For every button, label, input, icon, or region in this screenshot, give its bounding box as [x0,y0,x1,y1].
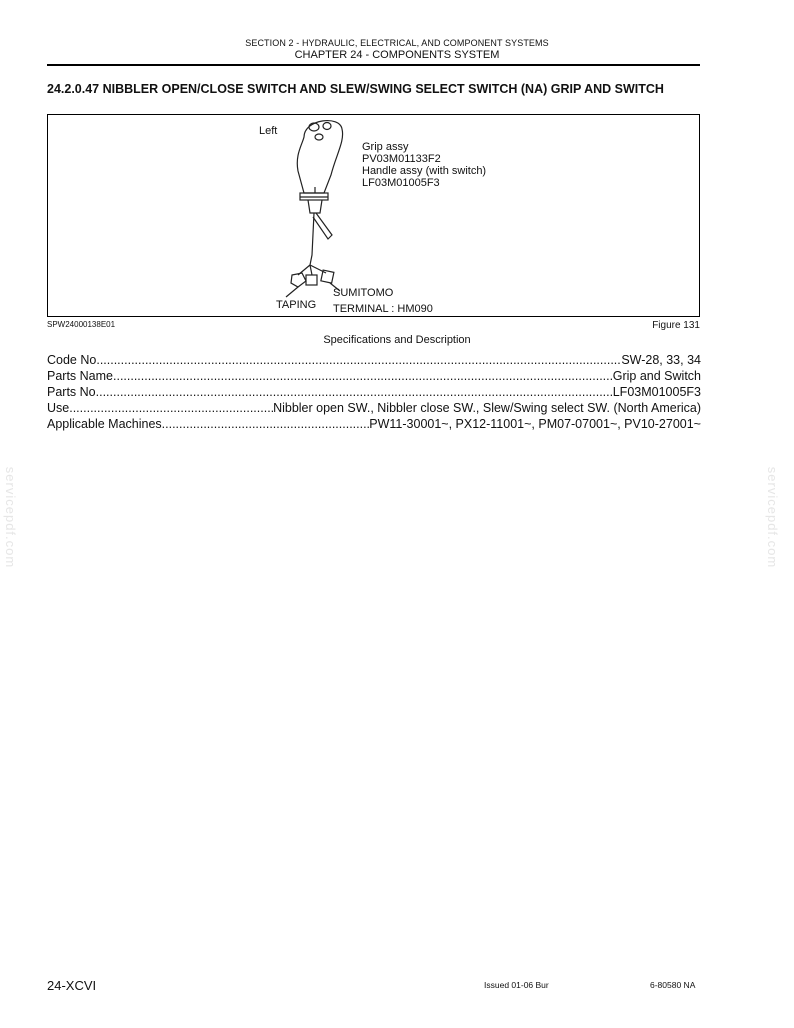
spec-label: Applicable Machines [47,417,162,431]
spec-value: SW-28, 33, 34 [621,353,701,367]
spec-value: LF03M01005F3 [612,385,701,399]
spec-leader-dots [69,400,273,416]
label-taping: TAPING [276,299,317,311]
spec-title: Specifications and Description [323,334,471,346]
label-grip-part: PV03M01133F2 [362,153,441,165]
spec-leader-dots [100,352,622,368]
spec-label: Parts No. [47,385,100,399]
figure-frame [47,114,700,317]
spec-leader-dots [162,416,370,432]
label-grip-assy: Grip assy [362,141,409,153]
spec-row-parts-name [47,368,701,384]
figure-code: SPW24000138E01 [47,320,116,329]
figure-number: Figure 131 [652,320,700,331]
label-sumitomo: SUMITOMO [333,287,394,299]
section-title: 24.2.0.47 NIBBLER OPEN/CLOSE SWITCH AND SLEW/SWING SELECT SWITCH (NA) GRIP AND SWITCH [47,82,664,96]
issued-info: Issued 01-06 Bur [484,980,549,990]
header-section: SECTION 2 - HYDRAULIC, ELECTRICAL, AND COMPONENT SYSTEMS [245,38,549,48]
spec-row-parts-no [47,384,701,400]
spec-row-use [47,400,701,416]
spec-value: PW11-30001~, PX12-11001~, PM07-07001~, PV10-27001~ [369,417,701,431]
spec-leader-dots [99,384,613,400]
label-handle-part: LF03M01005F3 [362,177,440,189]
label-handle-assy: Handle assy (with switch) [362,165,487,177]
spec-value: Grip and Switch [612,369,701,383]
header-rule [47,64,700,66]
header-chapter: CHAPTER 24 - COMPONENTS SYSTEM [294,49,500,61]
spec-value: Nibbler open SW., Nibbler close SW., Slew/Swing select SW. (North America) [273,401,701,415]
document-number: 6-80580 NA [650,980,696,990]
spec-label: Code No. [47,353,100,367]
spec-row-machines [47,416,701,432]
spec-row-code [47,352,701,368]
spec-leader-dots [113,368,613,384]
spec-label: Parts Name [47,369,113,383]
watermark-right: servicepdf.com [765,466,781,569]
watermark-left: servicepdf.com [3,466,19,569]
spec-table [47,352,701,432]
page-number: 24-XCVI [47,978,97,993]
label-left: Left [259,125,278,137]
spec-label: Use [47,401,70,415]
label-terminal: TERMINAL : HM090 [333,303,433,315]
